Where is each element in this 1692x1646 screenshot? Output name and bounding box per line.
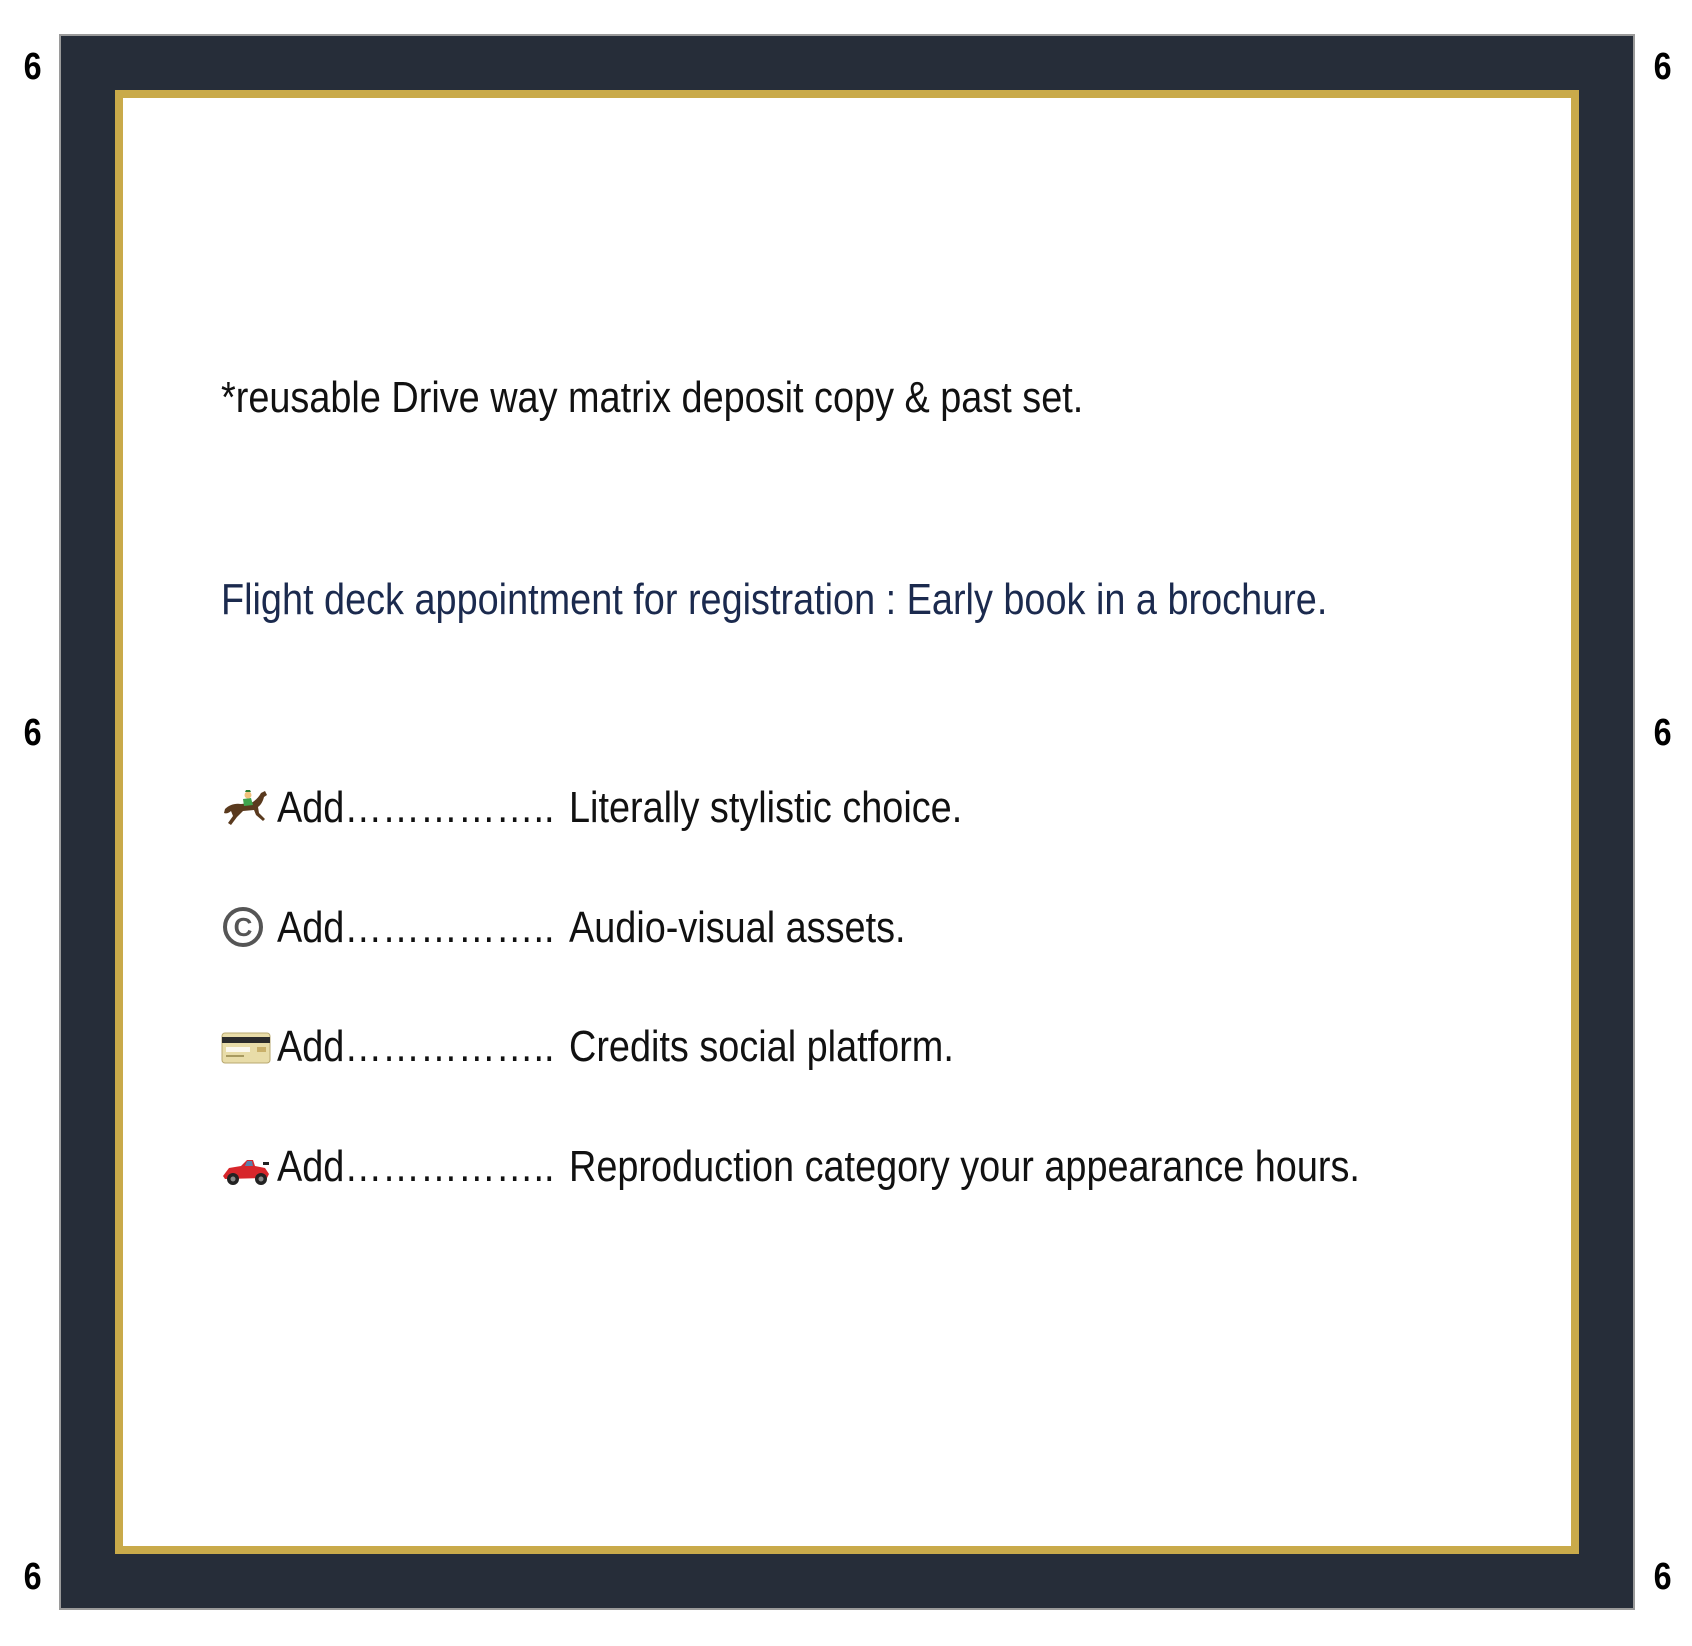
item-description: Literally stylistic choice. bbox=[569, 783, 963, 832]
corner-mark-bottom-left: 6 bbox=[23, 1556, 42, 1598]
list-item bbox=[221, 900, 960, 956]
corner-mark-bottom-right: 6 bbox=[1653, 1556, 1672, 1598]
item-description: Credits social platform. bbox=[569, 1022, 954, 1071]
list-item bbox=[221, 780, 1026, 836]
racing-car-icon bbox=[221, 1142, 271, 1192]
corner-mark-middle-left: 6 bbox=[23, 712, 42, 754]
item-description: Reproduction category your appearance hours. bbox=[569, 1142, 1360, 1191]
copyright-icon: C bbox=[221, 903, 271, 953]
list-item bbox=[221, 1139, 1489, 1195]
intro-line: *reusable Drive way matrix deposit copy & past set. bbox=[221, 373, 1084, 422]
corner-mark-top-left: 6 bbox=[23, 46, 42, 88]
add-label: Add…………….. bbox=[277, 1142, 555, 1191]
horse-racing-icon bbox=[221, 783, 271, 833]
add-label: Add…………….. bbox=[277, 903, 555, 952]
flight-deck-line: Flight deck appointment for registration : Early book in a brochure. bbox=[221, 575, 1328, 624]
item-description: Audio-visual assets. bbox=[569, 903, 906, 952]
corner-mark-middle-right: 6 bbox=[1653, 712, 1672, 754]
add-label: Add…………….. bbox=[277, 783, 555, 832]
corner-mark-top-right: 6 bbox=[1653, 46, 1672, 88]
list-item bbox=[221, 1019, 1016, 1075]
add-label: Add…………….. bbox=[277, 1022, 555, 1071]
credit-card-icon bbox=[221, 1022, 271, 1072]
